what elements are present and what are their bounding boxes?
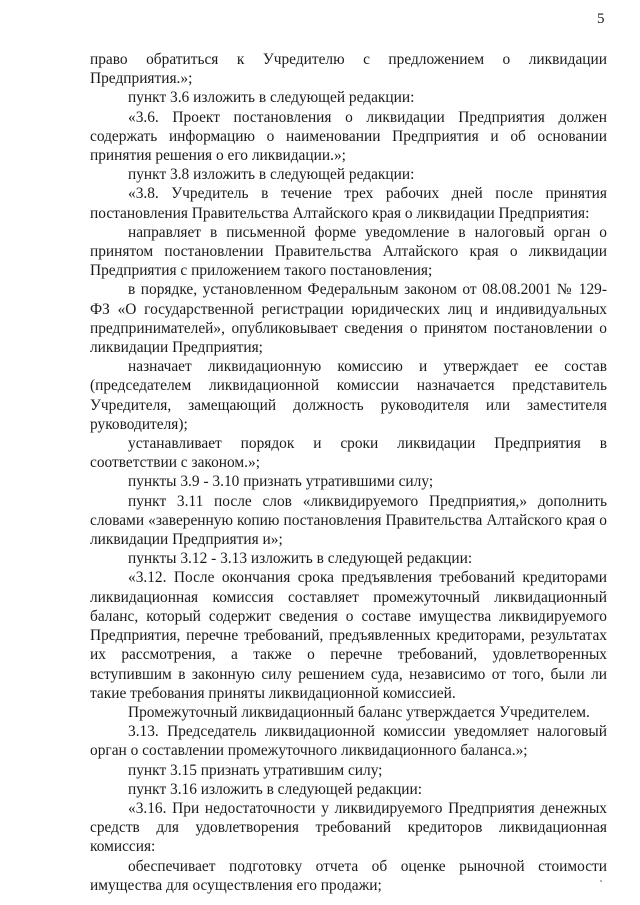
paragraph: пункт 3.16 изложить в следующей редакции: — [128, 780, 423, 798]
paragraph: Промежуточный ликвидационный баланс утверждается Учредителем. — [128, 703, 590, 721]
paragraph: «3.12. После окончания срока предъявления требований кредиторами ликвидационная комиссия составляет промежуточный ликвидационный баланс, который содержит сведения о составе имущества ликвидируемого Предприятия, перечне требований, предъявленных кредиторами, результатах их рассмотрения, а также о перечне требований, удовлетворенных вступившим в законную силу решением суда, независимо от того, были ли такие требования приняты ликвидационной комиссией. — [90, 569, 607, 702]
paragraph: пункт 3.15 признать утратившим силу; — [128, 761, 383, 779]
page-number: 5 — [597, 11, 605, 27]
paragraph: «3.6. Проект постановления о ликвидации Предприятия должен содержать информацию о наименовании Предприятия и об основании принятия решения о его ликвидации.»; — [90, 108, 607, 165]
paragraph: в порядке, установленном Федеральным законом от 08.08.2001 № 129-ФЗ «О государственной регистрации юридических лиц и индивидуальных предпринимателей», опубликовывает сведения о принятом постановлении о ликвидации Предприятия; — [90, 281, 607, 357]
paragraph: устанавливает порядок и сроки ликвидации Предприятия в соответствии с законом.»; — [90, 435, 607, 472]
paragraph: пункты 3.9 - 3.10 признать утратившими силу; — [128, 473, 434, 491]
paragraph: обеспечивает подготовку отчета об оценке рыночной стоимости имущества для осуществления его продажи; — [90, 857, 607, 894]
paragraph: «3.16. При недостаточности у ликвидируемого Предприятия денежных средств для удовлетворения требований кредиторов ликвидационная комиссия: — [90, 799, 607, 856]
paragraph: пункт 3.8 изложить в следующей редакции: — [128, 166, 415, 184]
document-body — [90, 50, 607, 895]
paragraph: назначает ликвидационную комиссию и утверждает ее состав (председателем ликвидационной комиссии назначается представитель Учредителя, замещающий должность руководителя или заместителя руководителя); — [90, 358, 607, 433]
paragraph: пункт 3.6 изложить в следующей редакции: — [128, 89, 415, 107]
paragraph: 3.13. Председатель ликвидационной комиссии уведомляет налоговый орган о составлении промежуточного ликвидационного баланса.»; — [90, 723, 607, 760]
scan-speck — [600, 880, 602, 882]
paragraph: направляет в письменной форме уведомление в налоговый орган о принятом постановлении Правительства Алтайского края о ликвидации Предприятия с приложением такого постановления; — [90, 223, 607, 280]
paragraph: право обратиться к Учредителю с предложением о ликвидации Предприятия.»; — [90, 51, 607, 88]
paragraph: пункт 3.11 после слов «ликвидируемого Предприятия,» дополнить словами «заверенную копию постановления Правительства Алтайского края о ликвидации Предприятия и»; — [90, 492, 607, 549]
paragraph: пункты 3.12 - 3.13 изложить в следующей редакции: — [128, 550, 473, 568]
paragraph: «3.8. Учредитель в течение трех рабочих дней после принятия постановления Правительства Алтайского края о ликвидации Предприятия: — [90, 185, 607, 222]
